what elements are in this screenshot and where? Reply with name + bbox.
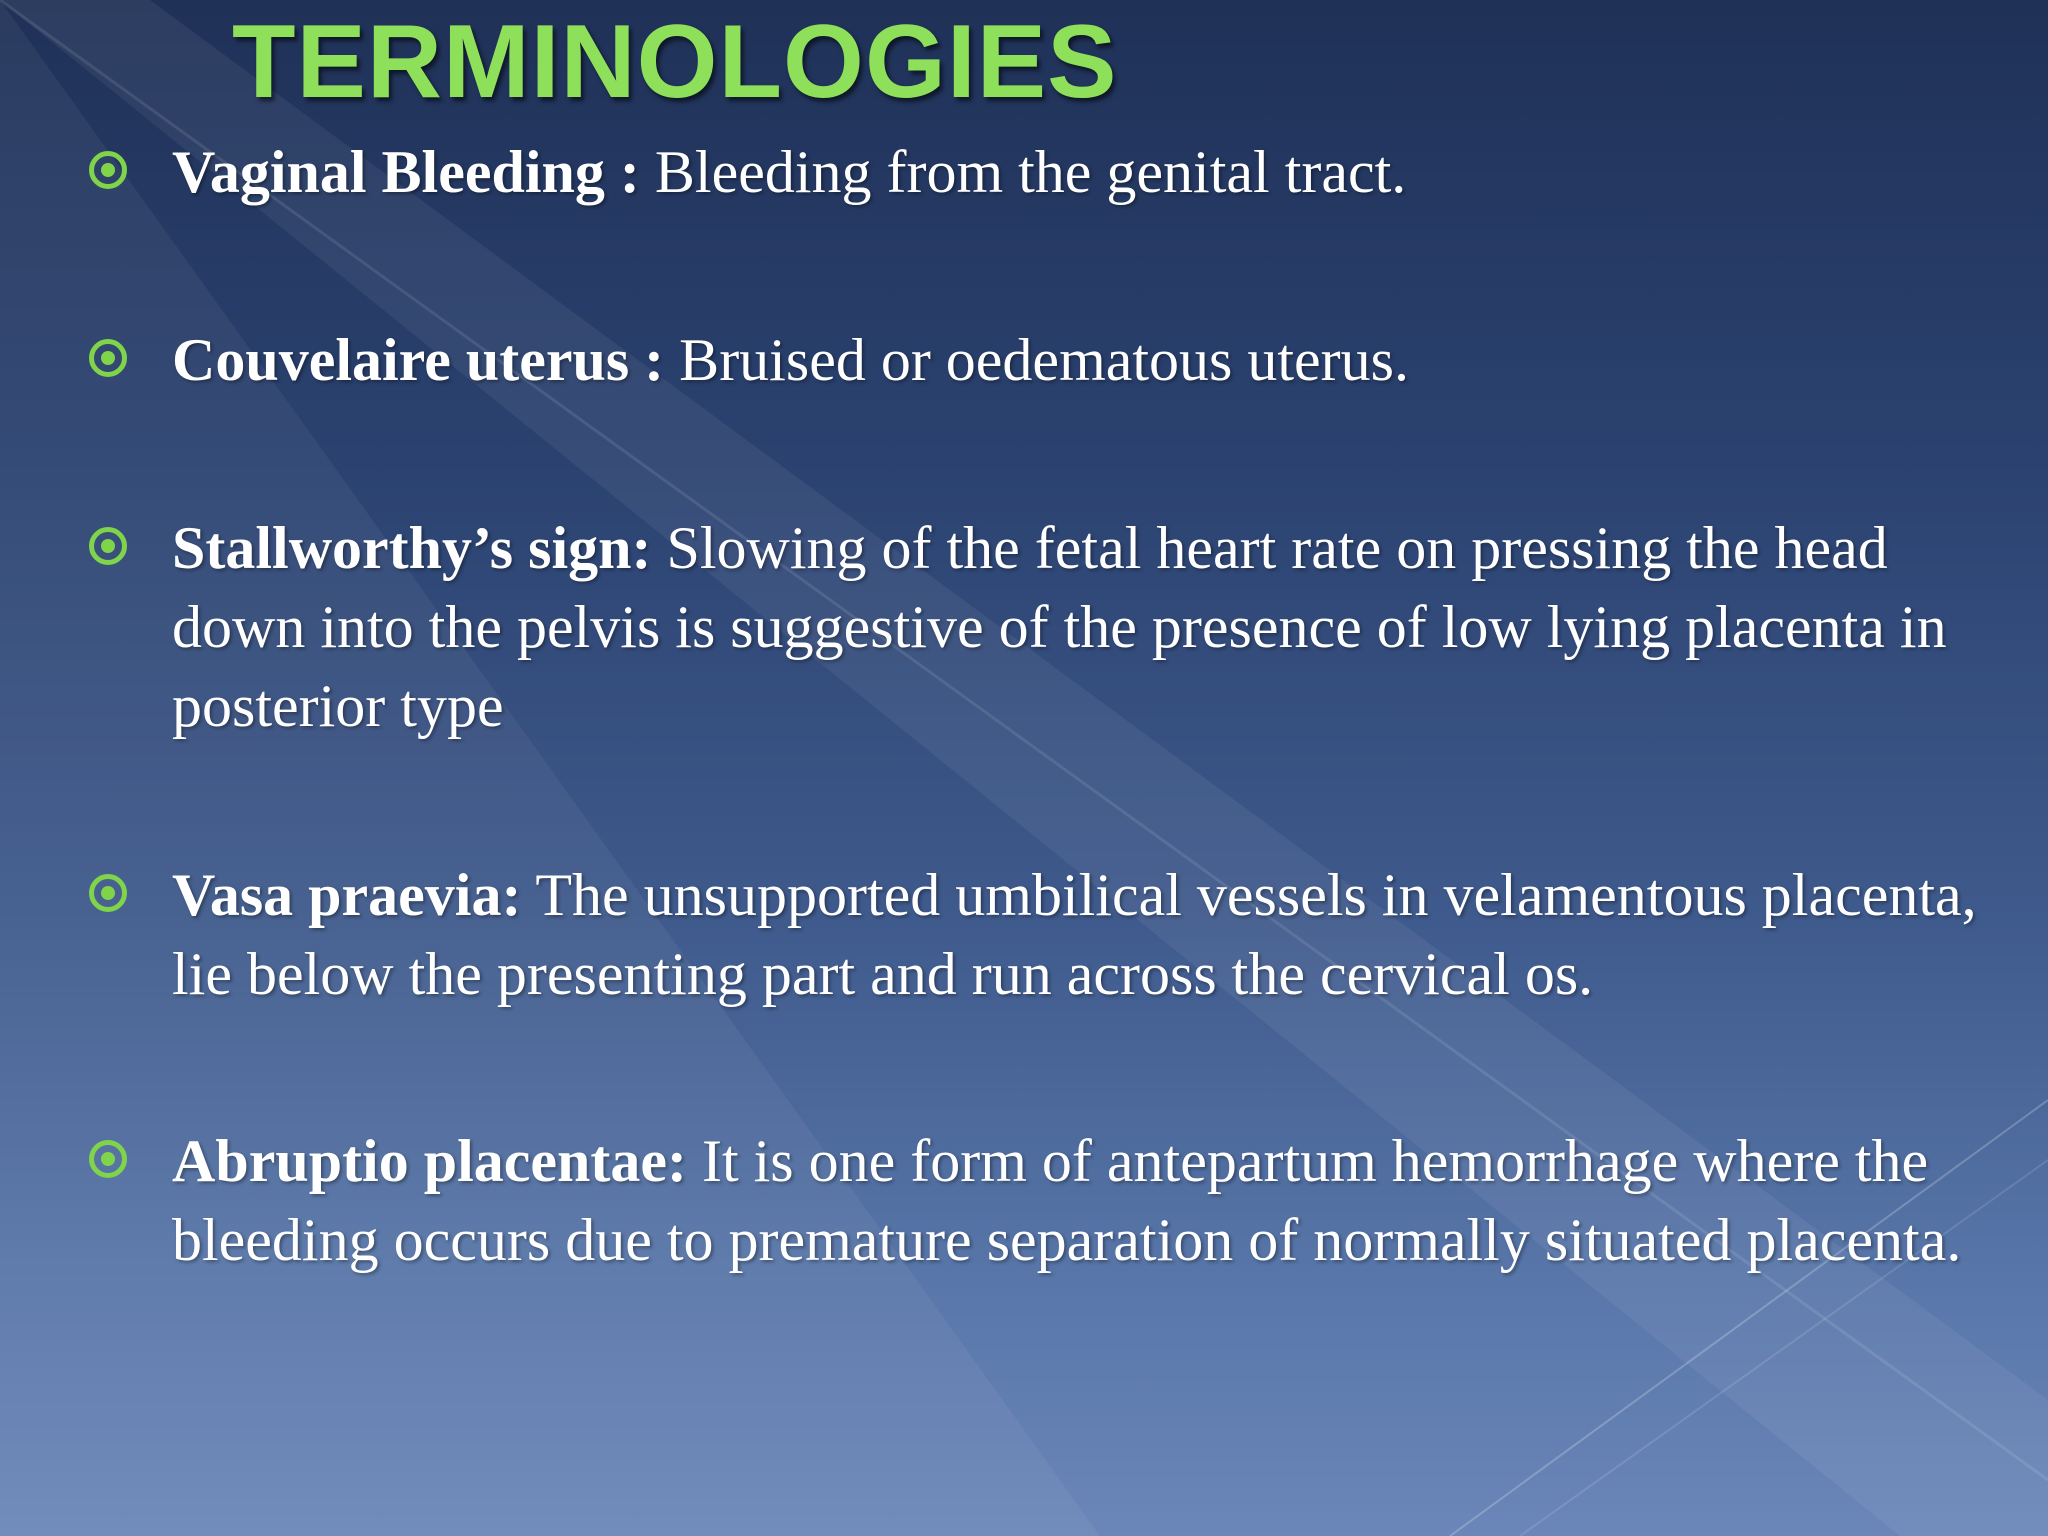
term-label: Vasa praevia: bbox=[172, 862, 522, 928]
bullet-target-icon bbox=[89, 874, 127, 912]
bullet-target-icon bbox=[89, 151, 127, 189]
term-label: Abruptio placentae: bbox=[172, 1128, 687, 1194]
slide-title: TERMINOLOGIES bbox=[232, 4, 1118, 120]
term-label: Vaginal Bleeding : bbox=[172, 139, 640, 205]
list-item bbox=[172, 133, 2002, 212]
term-definition: Bleeding from the genital tract. bbox=[639, 139, 1407, 205]
bullet-target-icon bbox=[89, 1140, 127, 1178]
list-item bbox=[172, 1122, 2002, 1280]
term-definition: It is one form of antepartum hemorrhage where the bleeding occurs due to premature separation of normally situated placenta. bbox=[172, 1128, 1962, 1273]
term-label: Couvelaire uterus : bbox=[172, 327, 665, 393]
term-definition: Slowing of the fetal heart rate on pressing the head down into the pelvis is suggestive of the presence of low lying placenta in posterior type bbox=[172, 515, 1947, 739]
list-item bbox=[172, 856, 2002, 1014]
bullet-target-icon bbox=[89, 527, 127, 565]
term-label: Stallworthy’s sign: bbox=[172, 515, 652, 581]
term-definition: The unsupported umbilical vessels in velamentous placenta, lie below the presenting part and run across the cervical os. bbox=[172, 862, 1977, 1007]
list-item bbox=[172, 321, 2002, 400]
bullet-target-icon bbox=[89, 339, 127, 377]
term-definition: Bruised or oedematous uterus. bbox=[664, 327, 1410, 393]
list-item bbox=[172, 509, 2002, 746]
